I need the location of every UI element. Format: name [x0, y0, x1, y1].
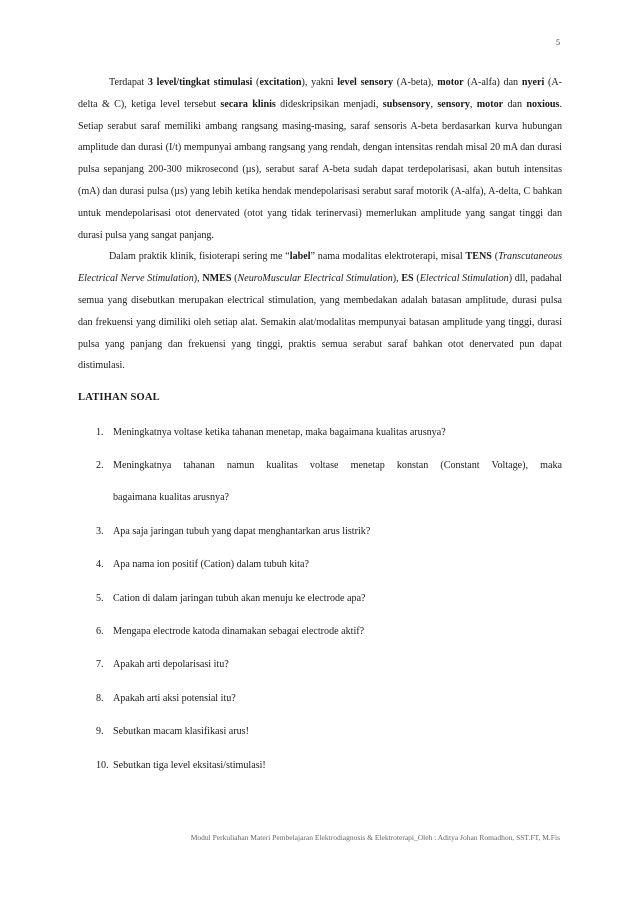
- list-item: [96, 724, 562, 740]
- text-run: (: [491, 251, 499, 263]
- text-run: ) dll, padahal semua yang disebutkan merupakan electrical stimulation, yang membedakan adalah batasan amplitude, durasi pulsa dan frekuensi yang dimiliki oleh setiap alat. Semakin alat/modalitas mempunyai batasan amplitude yang tinggi, durasi pulsa yang panjang dan frekuensi yang tinggi, praktis semua serabut saraf bahkan otot denervated pun dapat distimulasi.: [78, 273, 562, 372]
- question-list: [96, 425, 562, 791]
- question-text: Meningkatnya voltase ketika tahanan menetap, maka bagaimana kualitas arusnya?: [113, 427, 446, 438]
- bold-term: 3 level/tingkat stimulasi: [147, 77, 253, 88]
- text-run: (: [252, 77, 260, 88]
- page-number: 5: [556, 38, 560, 47]
- bold-term: ES: [401, 273, 414, 285]
- italic-term: NeuroMuscular Electrical Stimulation: [237, 273, 393, 285]
- text-run: ,: [469, 98, 477, 110]
- bold-term: motor: [437, 77, 464, 88]
- text-run: (A-beta),: [393, 77, 438, 88]
- text-run: ), yakni: [301, 77, 338, 88]
- list-item: [96, 557, 562, 573]
- list-item: [96, 691, 562, 707]
- question-number: 3.: [96, 525, 104, 537]
- text-run: (A-delta & C), ketiga level tersebut: [78, 77, 562, 110]
- question-number: 8.: [96, 692, 104, 704]
- italic-term: Electrical Stimulation: [419, 273, 509, 285]
- page-footer: Modul Perkuliahan Materi Pembelajaran Elektrodiagnosis & Elektroterapi_Oleh : Aditya Johan Romadhon, SST.FT, M.Fis: [190, 833, 560, 842]
- question-text: Sebutkan tiga level eksitasi/stimulasi!: [113, 759, 266, 771]
- italic-term: Transcutaneous Electrical Nerve Stimulation: [78, 251, 562, 285]
- bold-term: level sensory: [337, 77, 394, 88]
- text-run: ,: [430, 98, 438, 110]
- question-text: Sebutkan macam klasifikasi arus!: [113, 726, 249, 738]
- text-run: (: [231, 273, 238, 285]
- bold-term: NMES: [202, 273, 232, 285]
- bold-term: motor: [476, 98, 504, 110]
- bold-term: TENS: [465, 251, 492, 263]
- question-number: 7.: [96, 659, 104, 671]
- list-item: [96, 425, 562, 441]
- body-text: [78, 72, 562, 377]
- list-item: [96, 657, 562, 673]
- question-text-line1: Meningkatnya tahanan namun kualitas voltase menetap konstan (Constant Voltage), maka: [113, 460, 562, 472]
- question-number: 2.: [96, 460, 104, 472]
- text-run: Dalam praktik klinik, fisioterapi sering me “: [109, 251, 290, 263]
- paragraph-stimulation-levels: [78, 72, 562, 246]
- text-run: Terdapat: [109, 77, 148, 88]
- question-text: Apa nama ion positif (Cation) dalam tubuh kita?: [113, 559, 309, 571]
- question-number: 9.: [96, 726, 104, 738]
- bold-term: sensory: [437, 98, 470, 110]
- text-run: dideskripsikan menjadi,: [275, 98, 383, 110]
- bold-term: nyeri: [521, 77, 545, 88]
- question-text-line2: bagaimana kualitas arusnya?: [113, 492, 230, 504]
- text-run: ” nama modalitas elektroterapi, misal: [310, 251, 466, 263]
- list-item: [96, 458, 562, 506]
- question-text: Mengapa electrode katoda dinamakan sebagai electrode aktif?: [113, 625, 365, 637]
- question-text: Cation di dalam jaringan tubuh akan menuju ke electrode apa?: [113, 592, 366, 604]
- paragraph-modality-labels: [78, 246, 562, 377]
- text-run: dan: [503, 98, 527, 110]
- question-number: 5.: [96, 592, 104, 604]
- question-text: Apa saja jaringan tubuh yang dapat menghantarkan arus listrik?: [113, 525, 371, 537]
- text-run: (A-alfa) dan: [463, 77, 522, 88]
- text-run: ),: [392, 273, 402, 285]
- list-item: [96, 624, 562, 640]
- question-text: Apakah arti depolarisasi itu?: [113, 659, 229, 671]
- bold-term: label: [289, 251, 311, 263]
- bold-term: secara klinis: [220, 98, 276, 110]
- text-run: ),: [193, 273, 203, 285]
- question-number: 4.: [96, 559, 104, 571]
- list-item: [96, 758, 562, 774]
- bold-term: excitation: [259, 77, 302, 88]
- question-text: [113, 458, 562, 506]
- list-item: [96, 524, 562, 540]
- text-run: (: [413, 273, 420, 285]
- bold-term: noxious: [526, 98, 560, 110]
- list-item: [96, 591, 562, 607]
- text-run: . Setiap serabut saraf memiliki ambang rangsang masing-masing, saraf sensoris A-beta berdasarkan kurva hubungan amplitude dan durasi (I/t) mempunyai ambang rangsang yang rendah, dengan intensitas rendah misal 20 mA dan durasi pulsa sepanjang 200-300 mikrosecond (µs), serabut saraf A-beta sudah dapat terdepolarisasi, akan butuh intensitas (mA) dan durasi pulsa (µs) yang lebih ketika hendak mendepolarisasi serabut saraf motorik (A-alfa), A-delta, C bahkan untuk mendepolarisasi otot denervated (otot yang tidak terinervasi) memerlukan amplitude yang sangat tinggi dan durasi pulsa yang sangat panjang.: [78, 98, 563, 241]
- question-number: 1.: [96, 427, 104, 438]
- section-title: LATIHAN SOAL: [78, 392, 160, 403]
- question-number: 10.: [96, 759, 109, 771]
- bold-term: subsensory: [382, 98, 431, 110]
- question-number: 6.: [96, 625, 104, 637]
- question-text: Apakah arti aksi potensial itu?: [113, 692, 236, 704]
